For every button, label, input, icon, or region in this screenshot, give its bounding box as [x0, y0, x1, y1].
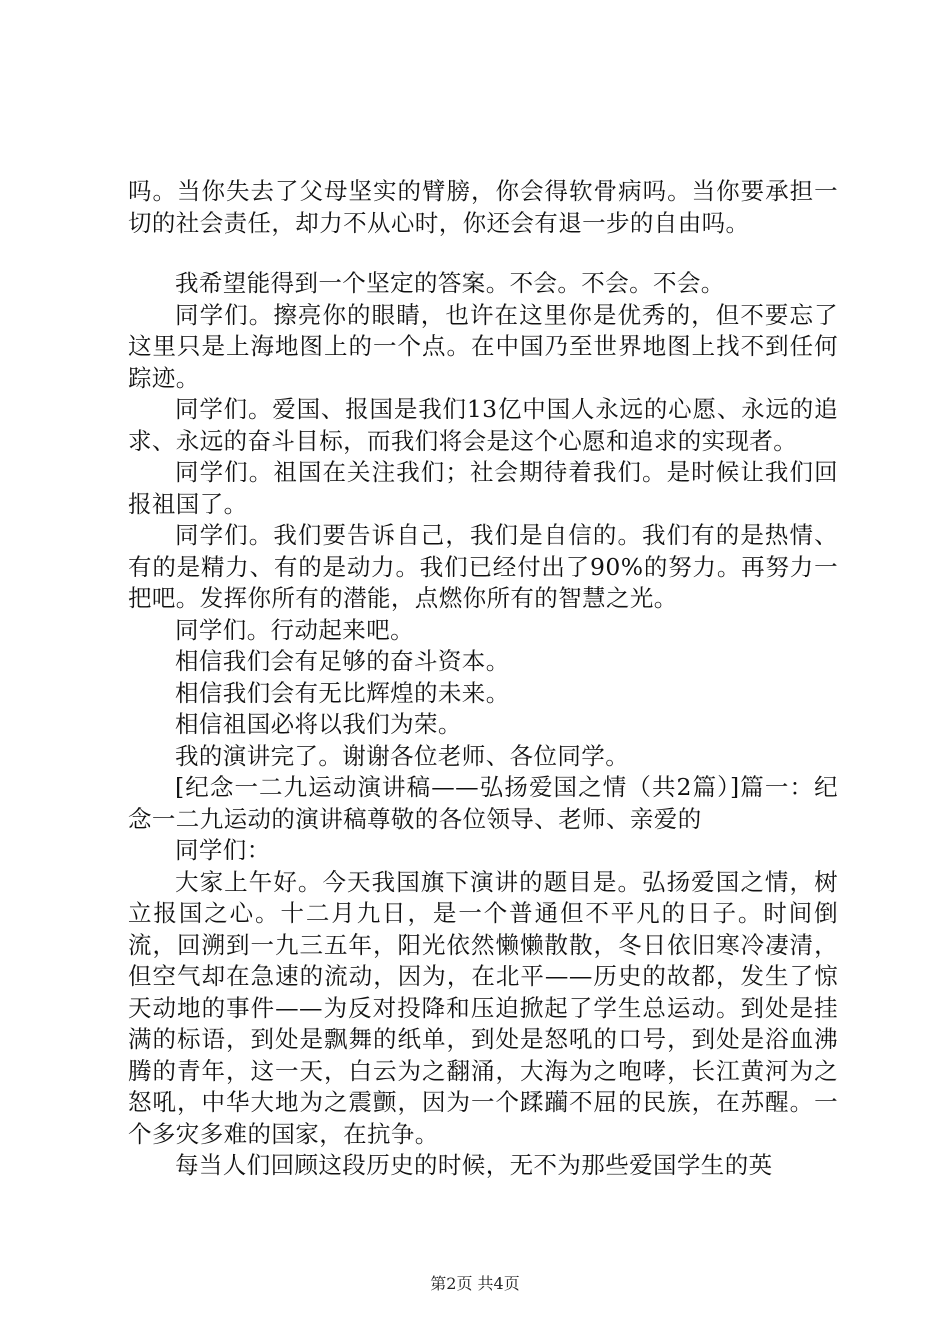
- paragraph: 相信我们会有足够的奋斗资本。: [175, 647, 510, 675]
- paragraph: 相信祖国必将以我们为荣。: [175, 710, 462, 738]
- continuation-paragraph: 吗。当你失去了父母坚实的臂膀，你会得软骨病吗。当你要承担一切的社会责任，却力不从心时，你还会有退一步的自由吗。: [128, 177, 838, 237]
- paragraph: 同学们。我们要告诉自己，我们是自信的。我们有的是热情、有的是精力、有的是动力。我们已经付出了90%的努力。再努力一把吧。发挥你所有的潜能，点燃你所有的智慧之光。: [128, 521, 838, 612]
- page-number-footer: 第2页 共4页: [430, 1274, 520, 1293]
- speech-body: [128, 268, 838, 1182]
- salutation: 同学们：: [175, 836, 271, 864]
- section-heading-paragraph: [纪念一二九运动演讲稿——弘扬爱国之情（共2篇）]篇一：纪念一二九运动的演讲稿尊敬的各位领导、老师、亲爱的: [128, 773, 838, 833]
- paragraph: 同学们。行动起来吧。: [175, 615, 414, 644]
- paragraph: 同学们。擦亮你的眼睛，也许在这里你是优秀的，但不要忘了这里只是上海地图上的一个点。在中国乃至世界地图上找不到任何踪迹。: [128, 300, 838, 392]
- paragraph: 大家上午好。今天我国旗下演讲的题目是。弘扬爱国之情，树立报国之心。十二月九日，是一个普通但不平凡的日子。时间倒流，回溯到一九三五年，阳光依然懒懒散散，冬日依旧寒冷凄清，但空气却在急速的流动，因为，在北平——历史的故都，发生了惊天动地的事件——为反对投降和压迫掀起了学生总运动。到处是挂满的标语，到处是飘舞的纸单，到处是怒吼的口号，到处是浴血沸腾的青年，这一天，白云为之翻涌，大海为之咆哮，长江黄河为之怒吼，中华大地为之震颤，因为一个蹂躏不屈的民族，在苏醒。一个多灾多难的国家，在抗争。: [128, 867, 838, 1148]
- paragraph: 我希望能得到一个坚定的答案。不会。不会。不会。: [175, 269, 725, 297]
- paragraph: 我的演讲完了。谢谢各位老师、各位同学。: [175, 741, 630, 770]
- paragraph: 相信我们会有无比辉煌的未来。: [175, 678, 510, 707]
- paragraph: 每当人们回顾这段历史的时候，无不为那些爱国学生的英: [175, 1151, 773, 1179]
- paragraph: 同学们。爱国、报国是我们13亿中国人永远的心愿、永远的追求、永远的奋斗目标，而我们将会是这个心愿和追求的实现者。: [128, 395, 838, 455]
- paragraph: 同学们。祖国在关注我们；社会期待着我们。是时候让我们回报祖国了。: [128, 458, 838, 518]
- continuation-block: [128, 176, 838, 239]
